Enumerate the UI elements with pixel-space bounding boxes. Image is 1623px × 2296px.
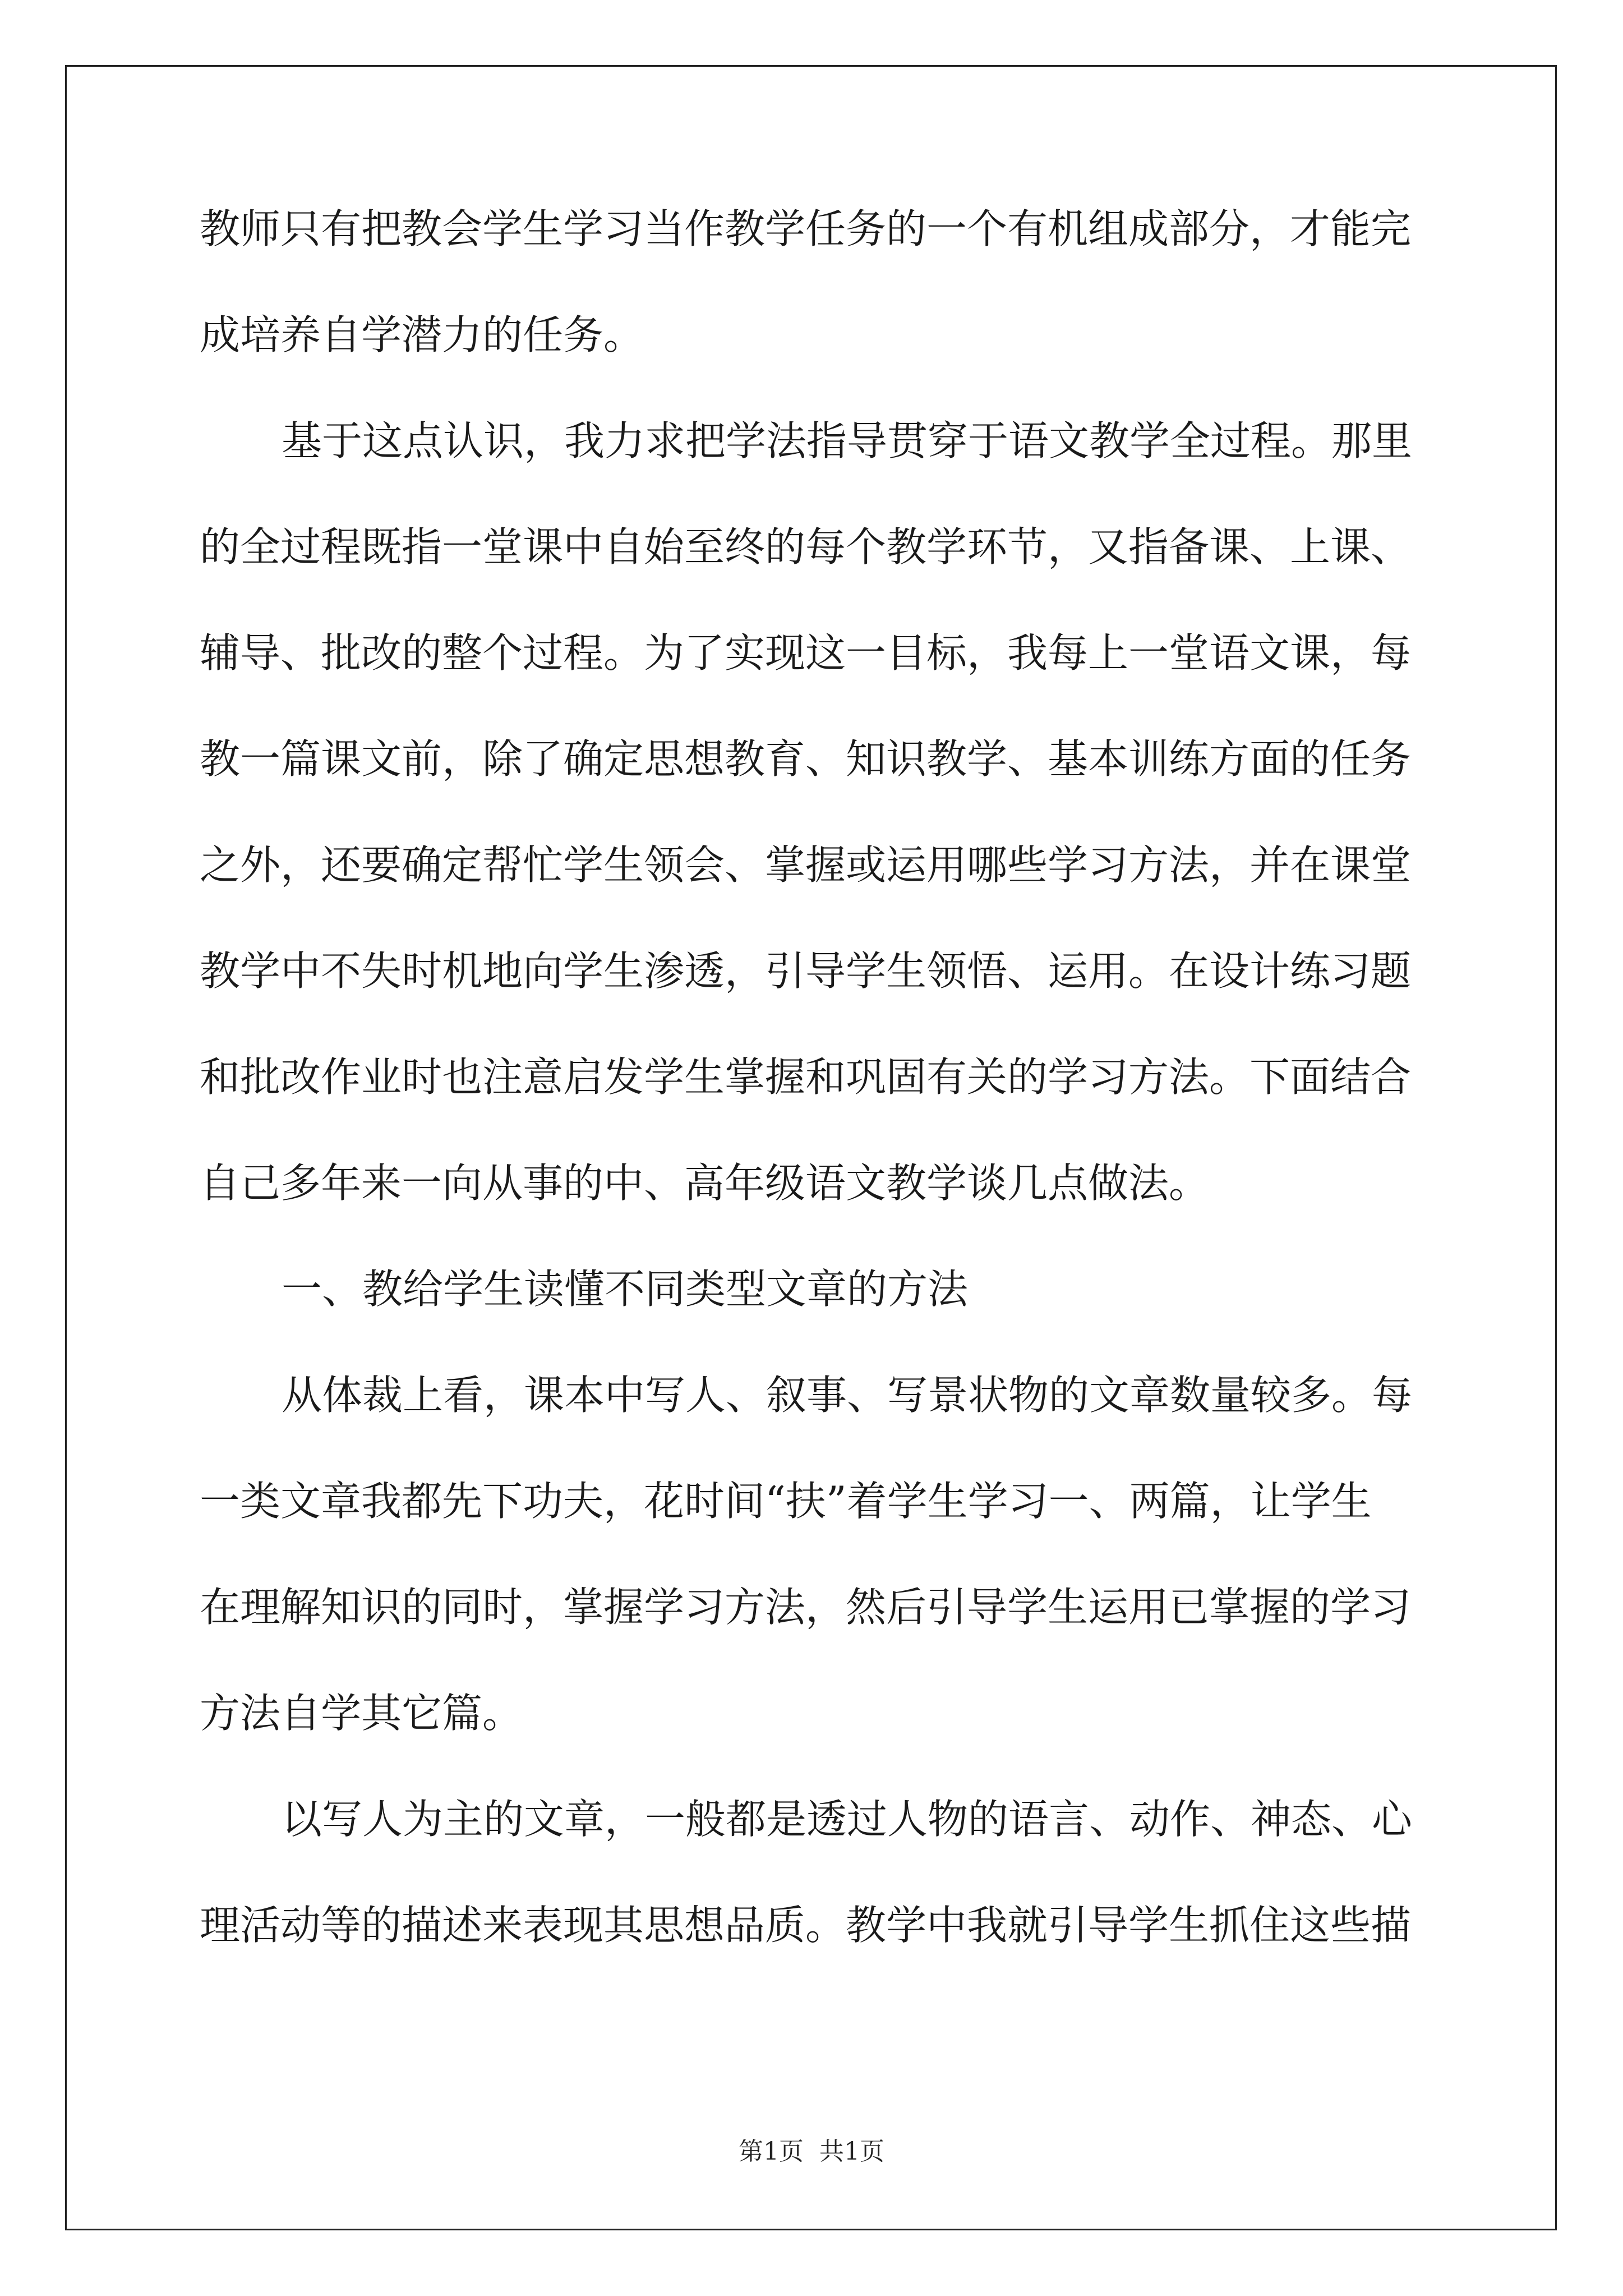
text-line: 和批改作业时也注意启发学生掌握和巩固有关的学习方法。下面结合 bbox=[200, 1053, 1412, 1101]
text-line: 基于这点认识，我力求把学法指导贯穿于语文教学全过程。那里 bbox=[282, 417, 1413, 464]
paragraph-3 bbox=[200, 1368, 1433, 1740]
text-line: 以写人为主的文章，一般都是透过人物的语言、动作、神态、心 bbox=[282, 1796, 1413, 1843]
page-total: 共1页 bbox=[819, 2137, 884, 2166]
text-line: 在理解知识的同时，掌握学习方法，然后引导学生运用已掌握的学习 bbox=[200, 1584, 1412, 1631]
text-line: 一类文章我都先下功夫，花时间“扶”着学生学习一、两篇，让学生 bbox=[200, 1478, 1372, 1525]
text-line: 的全过程既指一堂课中自始至终的每个教学环节，又指备课、上课、 bbox=[200, 523, 1412, 570]
section-heading bbox=[200, 1262, 1433, 1316]
text-line: 教一篇课文前，除了确定思想教育、知识教学、基本训练方面的任务 bbox=[200, 735, 1412, 783]
text-line: 理活动等的描述来表现其思想品质。教学中我就引导学生抓住这些描 bbox=[200, 1902, 1412, 1949]
paragraph-1 bbox=[200, 202, 1433, 362]
document-body bbox=[200, 202, 1433, 2004]
text-line: 辅导、批改的整个过程。为了实现这一目标，我每上一堂语文课，每 bbox=[200, 629, 1412, 677]
text-line: 教师只有把教会学生学习当作教学任务的一个有机组成部分，才能完 bbox=[200, 205, 1412, 252]
text-line: 成培养自学潜力的任务。 bbox=[200, 311, 644, 358]
page-footer bbox=[0, 2137, 1623, 2166]
text-line: 方法自学其它篇。 bbox=[200, 1690, 523, 1737]
section-heading-text: 一、教给学生读懂不同类型文章的方法 bbox=[282, 1266, 969, 1313]
paragraph-2 bbox=[200, 414, 1433, 1210]
text-line: 之外，还要确定帮忙学生领会、掌握或运用哪些学习方法，并在课堂 bbox=[200, 841, 1412, 889]
page-number: 第1页 bbox=[739, 2137, 804, 2166]
text-line: 自己多年来一向从事的中、高年级语文教学谈几点做法。 bbox=[200, 1159, 1210, 1207]
paragraph-4 bbox=[200, 1792, 1433, 1952]
text-line: 从体裁上看，课本中写人、叙事、写景状物的文章数量较多。每 bbox=[282, 1372, 1413, 1419]
text-line: 教学中不失时机地向学生渗透，引导学生领悟、运用。在设计练习题 bbox=[200, 947, 1412, 995]
